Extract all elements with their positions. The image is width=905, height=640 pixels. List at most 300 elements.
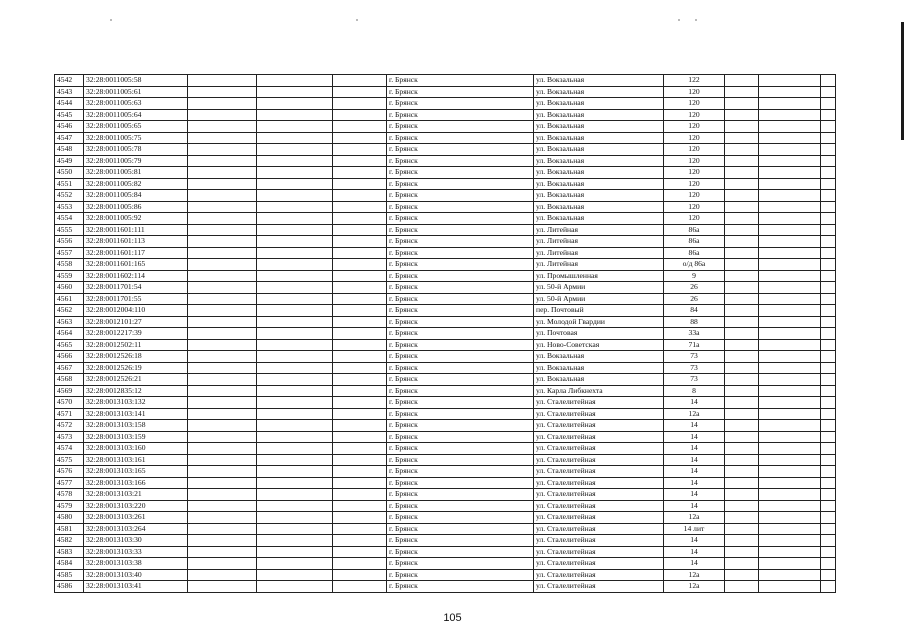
empty-cell [821,305,836,317]
city: г. Брянск [387,351,534,363]
empty-cell [821,155,836,167]
empty-cell [333,558,387,570]
empty-cell [821,316,836,328]
record-number: 4585 [55,569,84,581]
street: пер. Почтовый [534,305,664,317]
empty-cell [725,236,759,248]
empty-cell [759,420,821,432]
street: ул. Вокзальная [534,201,664,213]
empty-cell [821,420,836,432]
city: г. Брянск [387,167,534,179]
empty-cell [333,339,387,351]
cadastral-number: 32:28:0011005:81 [84,167,188,179]
empty-cell [188,443,257,455]
empty-cell [821,201,836,213]
city: г. Брянск [387,408,534,420]
house-number: 12а [664,512,725,524]
empty-cell [759,213,821,225]
empty-cell [759,144,821,156]
city: г. Брянск [387,535,534,547]
empty-cell [333,374,387,386]
table-row [55,270,836,282]
empty-cell [759,558,821,570]
empty-cell [821,546,836,558]
city: г. Брянск [387,201,534,213]
empty-cell [257,86,333,98]
table-row [55,144,836,156]
empty-cell [257,178,333,190]
record-number: 4550 [55,167,84,179]
empty-cell [257,144,333,156]
cadastral-number: 32:28:0013103:166 [84,477,188,489]
empty-cell [257,581,333,593]
empty-cell [257,213,333,225]
table-row [55,109,836,121]
record-number: 4573 [55,431,84,443]
cadastral-number: 32:28:0011005:78 [84,144,188,156]
empty-cell [821,224,836,236]
city: г. Брянск [387,569,534,581]
empty-cell [188,247,257,259]
cadastral-number: 32:28:0011005:92 [84,213,188,225]
empty-cell [725,144,759,156]
house-number: 120 [664,201,725,213]
empty-cell [333,98,387,110]
street: ул. Вокзальная [534,98,664,110]
table-row [55,316,836,328]
table-row [55,500,836,512]
empty-cell [821,259,836,271]
record-number: 4575 [55,454,84,466]
empty-cell [333,259,387,271]
empty-cell [188,236,257,248]
cadastral-number: 32:28:0012526:21 [84,374,188,386]
record-number: 4567 [55,362,84,374]
empty-cell [759,121,821,133]
empty-cell [759,201,821,213]
empty-cell [821,270,836,282]
house-number: 120 [664,109,725,121]
empty-cell [333,247,387,259]
cadastral-number: 32:28:0013103:220 [84,500,188,512]
city: г. Брянск [387,512,534,524]
empty-cell [759,512,821,524]
empty-cell [759,443,821,455]
record-number: 4579 [55,500,84,512]
empty-cell [759,546,821,558]
house-number: 14 [664,431,725,443]
empty-cell [257,535,333,547]
city: г. Брянск [387,132,534,144]
city: г. Брянск [387,397,534,409]
table-row [55,75,836,87]
record-number: 4576 [55,466,84,478]
empty-cell [257,431,333,443]
empty-cell [188,167,257,179]
empty-cell [725,167,759,179]
empty-cell [257,270,333,282]
empty-cell [333,178,387,190]
city: г. Брянск [387,259,534,271]
house-number: 14 [664,558,725,570]
record-number: 4570 [55,397,84,409]
street: ул. Сталелитейная [534,408,664,420]
table-row [55,247,836,259]
empty-cell [257,259,333,271]
cadastral-number: 32:28:0013103:158 [84,420,188,432]
city: г. Брянск [387,282,534,294]
empty-cell [188,213,257,225]
empty-cell [333,121,387,133]
table-row [55,167,836,179]
empty-cell [333,535,387,547]
empty-cell [188,408,257,420]
city: г. Брянск [387,293,534,305]
empty-cell [759,109,821,121]
empty-cell [257,558,333,570]
scan-speck [110,19,112,21]
empty-cell [333,477,387,489]
empty-cell [725,121,759,133]
empty-cell [188,224,257,236]
house-number: 73 [664,374,725,386]
table-row [55,558,836,570]
cadastral-number: 32:28:0012101:27 [84,316,188,328]
house-number: 86а [664,236,725,248]
house-number: 73 [664,351,725,363]
empty-cell [725,397,759,409]
empty-cell [725,466,759,478]
empty-cell [188,397,257,409]
table-row [55,121,836,133]
empty-cell [725,558,759,570]
house-number: 14 [664,477,725,489]
empty-cell [725,98,759,110]
cadastral-number: 32:28:0013103:141 [84,408,188,420]
empty-cell [821,535,836,547]
page-number: 105 [443,612,462,624]
cadastral-number: 32:28:0013103:38 [84,558,188,570]
empty-cell [821,466,836,478]
empty-cell [725,259,759,271]
table-row [55,328,836,340]
street: ул. Вокзальная [534,86,664,98]
cadastral-number: 32:28:0013103:41 [84,581,188,593]
record-number: 4581 [55,523,84,535]
empty-cell [257,454,333,466]
empty-cell [759,132,821,144]
house-number: 71а [664,339,725,351]
house-number: 122 [664,75,725,87]
empty-cell [188,558,257,570]
empty-cell [821,512,836,524]
empty-cell [188,339,257,351]
empty-cell [759,397,821,409]
empty-cell [188,132,257,144]
house-number: 86а [664,224,725,236]
record-number: 4560 [55,282,84,294]
house-number: 14 [664,466,725,478]
empty-cell [821,167,836,179]
table-row [55,535,836,547]
empty-cell [759,431,821,443]
street: ул. Литейная [534,224,664,236]
empty-cell [333,224,387,236]
empty-cell [257,247,333,259]
scan-speck [695,19,697,21]
city: г. Брянск [387,431,534,443]
empty-cell [188,155,257,167]
empty-cell [333,213,387,225]
empty-cell [188,270,257,282]
cadastral-number: 32:28:0011005:79 [84,155,188,167]
empty-cell [759,98,821,110]
street: ул. 50-й Армии [534,282,664,294]
empty-cell [759,75,821,87]
empty-cell [188,109,257,121]
record-number: 4553 [55,201,84,213]
street: ул. Сталелитейная [534,558,664,570]
empty-cell [188,431,257,443]
house-number: 84 [664,305,725,317]
empty-cell [759,305,821,317]
empty-cell [333,132,387,144]
street: ул. Сталелитейная [534,546,664,558]
empty-cell [333,443,387,455]
empty-cell [257,236,333,248]
empty-cell [821,86,836,98]
house-number: 14 [664,397,725,409]
house-number: 120 [664,190,725,202]
street: ул. Вокзальная [534,351,664,363]
empty-cell [333,420,387,432]
table-row [55,236,836,248]
empty-cell [821,121,836,133]
empty-cell [333,546,387,558]
register-rows [55,75,836,593]
empty-cell [725,569,759,581]
house-number: 14 [664,535,725,547]
cadastral-number: 32:28:0013103:160 [84,443,188,455]
empty-cell [821,132,836,144]
empty-cell [821,489,836,501]
empty-cell [759,86,821,98]
cadastral-number: 32:28:0013103:33 [84,546,188,558]
empty-cell [333,316,387,328]
city: г. Брянск [387,75,534,87]
empty-cell [333,270,387,282]
empty-cell [257,305,333,317]
empty-cell [725,305,759,317]
empty-cell [257,420,333,432]
empty-cell [188,98,257,110]
street: ул. Сталелитейная [534,569,664,581]
empty-cell [188,546,257,558]
street: ул. Вокзальная [534,132,664,144]
empty-cell [188,305,257,317]
cadastral-number: 32:28:0013103:21 [84,489,188,501]
empty-cell [821,282,836,294]
empty-cell [333,500,387,512]
street: ул. Молодой Гвардии [534,316,664,328]
house-number: 73 [664,362,725,374]
empty-cell [188,466,257,478]
house-number: 120 [664,155,725,167]
empty-cell [188,489,257,501]
table-row [55,362,836,374]
table-row [55,420,836,432]
empty-cell [759,224,821,236]
city: г. Брянск [387,224,534,236]
house-number: 120 [664,213,725,225]
record-number: 4548 [55,144,84,156]
table-row [55,293,836,305]
house-number: 14 лит [664,523,725,535]
record-number: 4547 [55,132,84,144]
record-number: 4543 [55,86,84,98]
house-number: 120 [664,98,725,110]
house-number: 9 [664,270,725,282]
empty-cell [257,328,333,340]
empty-cell [257,75,333,87]
record-number: 4546 [55,121,84,133]
street: ул. 50-й Армии [534,293,664,305]
empty-cell [188,523,257,535]
record-number: 4563 [55,316,84,328]
street: ул. Вокзальная [534,109,664,121]
city: г. Брянск [387,546,534,558]
empty-cell [725,512,759,524]
empty-cell [759,535,821,547]
street: ул. Вокзальная [534,362,664,374]
cadastral-number: 32:28:0012004:110 [84,305,188,317]
house-number: 86а [664,247,725,259]
record-number: 4571 [55,408,84,420]
house-number: 120 [664,132,725,144]
empty-cell [725,224,759,236]
house-number: 88 [664,316,725,328]
city: г. Брянск [387,190,534,202]
cadastral-number: 32:28:0011602:114 [84,270,188,282]
table-row [55,259,836,271]
empty-cell [759,523,821,535]
empty-cell [333,351,387,363]
street: ул. Вокзальная [534,374,664,386]
cadastral-number: 32:28:0012835:12 [84,385,188,397]
empty-cell [257,98,333,110]
record-number: 4577 [55,477,84,489]
empty-cell [725,546,759,558]
empty-cell [821,477,836,489]
cadastral-number: 32:28:0011005:86 [84,201,188,213]
empty-cell [333,167,387,179]
empty-cell [725,132,759,144]
house-number: 26 [664,282,725,294]
empty-cell [257,385,333,397]
street: ул. Литейная [534,259,664,271]
empty-cell [188,259,257,271]
empty-cell [759,236,821,248]
empty-cell [188,144,257,156]
empty-cell [333,581,387,593]
record-number: 4568 [55,374,84,386]
empty-cell [821,236,836,248]
empty-cell [188,121,257,133]
empty-cell [759,282,821,294]
empty-cell [188,374,257,386]
empty-cell [821,408,836,420]
street: ул. Вокзальная [534,121,664,133]
city: г. Брянск [387,316,534,328]
empty-cell [821,351,836,363]
empty-cell [333,512,387,524]
empty-cell [257,293,333,305]
record-number: 4562 [55,305,84,317]
empty-cell [333,362,387,374]
empty-cell [188,362,257,374]
empty-cell [725,201,759,213]
city: г. Брянск [387,374,534,386]
table-row [55,546,836,558]
empty-cell [725,431,759,443]
empty-cell [257,351,333,363]
record-number: 4584 [55,558,84,570]
empty-cell [759,581,821,593]
street: ул. Вокзальная [534,155,664,167]
empty-cell [759,190,821,202]
record-number: 4574 [55,443,84,455]
empty-cell [188,75,257,87]
street: ул. Сталелитейная [534,443,664,455]
empty-cell [821,109,836,121]
record-number: 4564 [55,328,84,340]
table-row [55,86,836,98]
city: г. Брянск [387,489,534,501]
house-number: 120 [664,86,725,98]
empty-cell [333,109,387,121]
street: ул. Сталелитейная [534,431,664,443]
empty-cell [821,500,836,512]
record-number: 4561 [55,293,84,305]
table-row [55,178,836,190]
city: г. Брянск [387,270,534,282]
cadastral-number: 32:28:0011005:75 [84,132,188,144]
table-row [55,489,836,501]
empty-cell [759,293,821,305]
empty-cell [725,178,759,190]
house-number: 26 [664,293,725,305]
record-number: 4549 [55,155,84,167]
empty-cell [725,109,759,121]
empty-cell [821,98,836,110]
empty-cell [188,86,257,98]
cadastral-number: 32:28:0011005:61 [84,86,188,98]
empty-cell [188,351,257,363]
empty-cell [257,282,333,294]
cadastral-number: 32:28:0011005:84 [84,190,188,202]
empty-cell [759,167,821,179]
empty-cell [188,293,257,305]
empty-cell [759,374,821,386]
empty-cell [257,466,333,478]
street: ул. Вокзальная [534,144,664,156]
empty-cell [333,305,387,317]
cadastral-number: 32:28:0011005:63 [84,98,188,110]
empty-cell [725,316,759,328]
table-row [55,305,836,317]
empty-cell [759,328,821,340]
table-row [55,569,836,581]
